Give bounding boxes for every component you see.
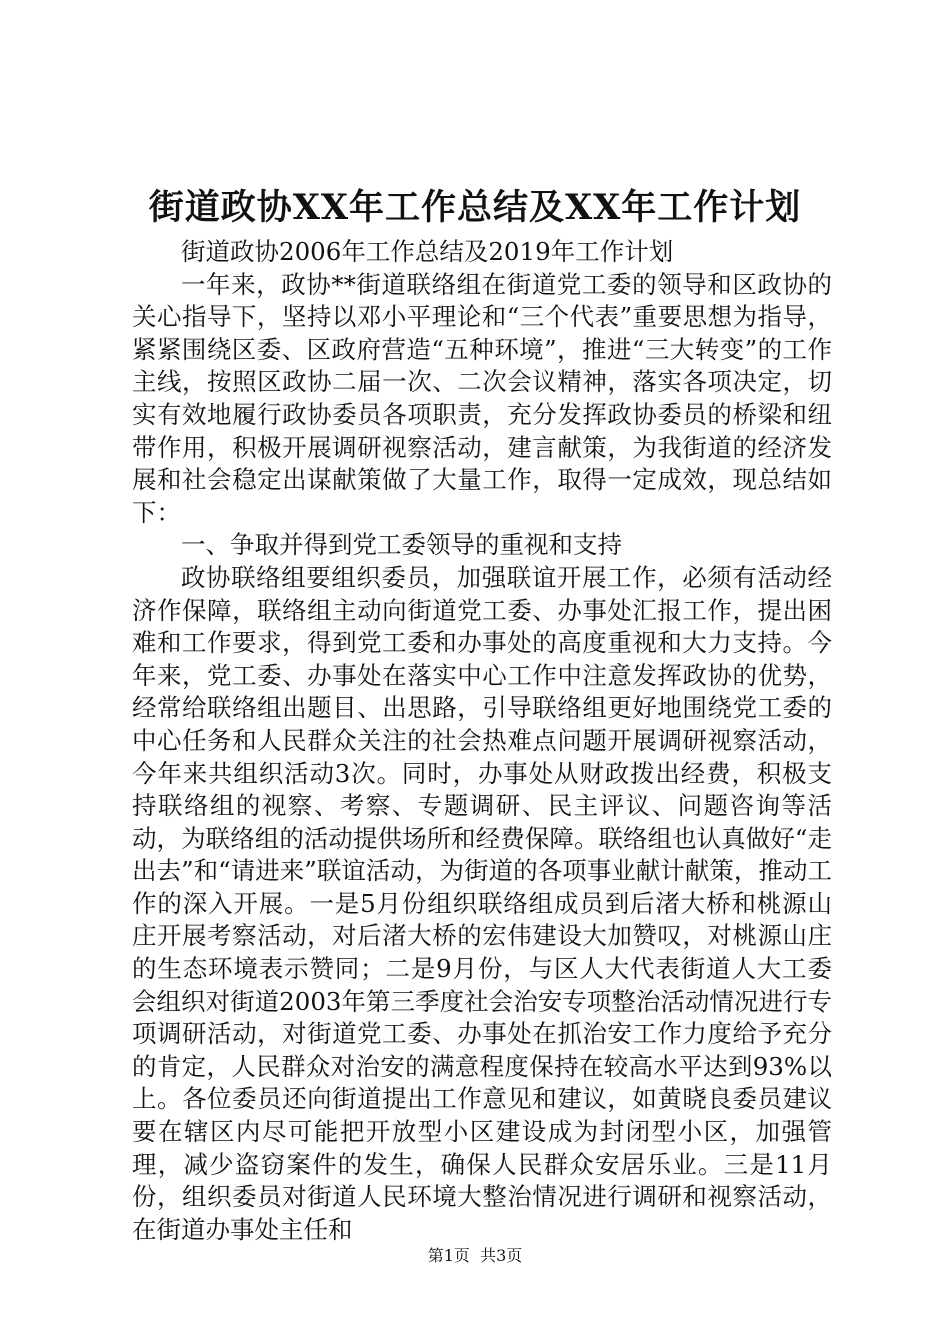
document-body: [132, 236, 832, 1246]
document-title: 街道政协XX年工作总结及XX年工作计划: [148, 187, 802, 228]
paragraph-section-1: 政协联络组要组织委员，加强联谊开展工作，必须有活动经济作保障，联络组主动向街道党工委、办事处汇报工作，提出困难和工作要求，得到党工委和办事处的高度重视和大力支持。今年来，党工委、办事处在落实中心工作中注意发挥政协的优势，经常给联络组出题目、出思路，引导联络组更好地围绕党工委的中心任务和人民群众关注的社会热难点问题开展调研视察活动，今年来共组织活动3次。同时，办事处从财政拨出经费，积极支持联络组的视察、考察、专题调研、民主评议、问题咨询等活动，为联络组的活动提供场所和经费保障。联络组也认真做好“走出去”和“请进来”联谊活动，为街道的各项事业献计献策，推动工作的深入开展。一是5月份组织联络组成员到后渚大桥和桃源山庄开展考察活动，对后渚大桥的宏伟建设大加赞叹，对桃源山庄的生态环境表示赞同；二是9月份，与区人大代表街道人大工委会组织对街道2003年第三季度社会治安专项整治活动情况进行专项调研活动，对街道党工委、办事处在抓治安工作力度给予充分的肯定，人民群众对治安的满意程度保持在较高水平达到93%以上。各位委员还向街道提出工作意见和建议，如黄晓良委员建议要在辖区内尽可能把开放型小区建设成为封闭型小区，加强管理，减少盗窃案件的发生，确保人民群众安居乐业。三是11月份，组织委员对街道人民环境大整治情况进行调研和视察活动，在街道办事处主任和: [132, 562, 832, 1244]
page-number: 第1页: [427, 1246, 470, 1265]
page-footer: [0, 1246, 950, 1266]
section-heading-1: 一、争取并得到党工委领导的重视和支持: [181, 530, 622, 560]
document-subtitle: 街道政协2006年工作总结及2019年工作计划: [181, 237, 674, 266]
paragraph-intro: 一年来，政协**街道联络组在街道党工委的领导和区政协的关心指导下，坚持以邓小平理论和“三个代表”重要思想为指导，紧紧围绕区委、区政府营造“五种环境”，推进“三大转变”的工作主线，按照区政协二届一次、二次会议精神，落实各项决定，切实有效地履行政协委员各项职责，充分发挥政协委员的桥梁和纽带作用，积极开展调研视察活动，建言献策，为我街道的经济发展和社会稳定出谋献策做了大量工作，取得一定成效，现总结如下：: [132, 269, 832, 527]
page-total: 共3页: [480, 1246, 523, 1265]
